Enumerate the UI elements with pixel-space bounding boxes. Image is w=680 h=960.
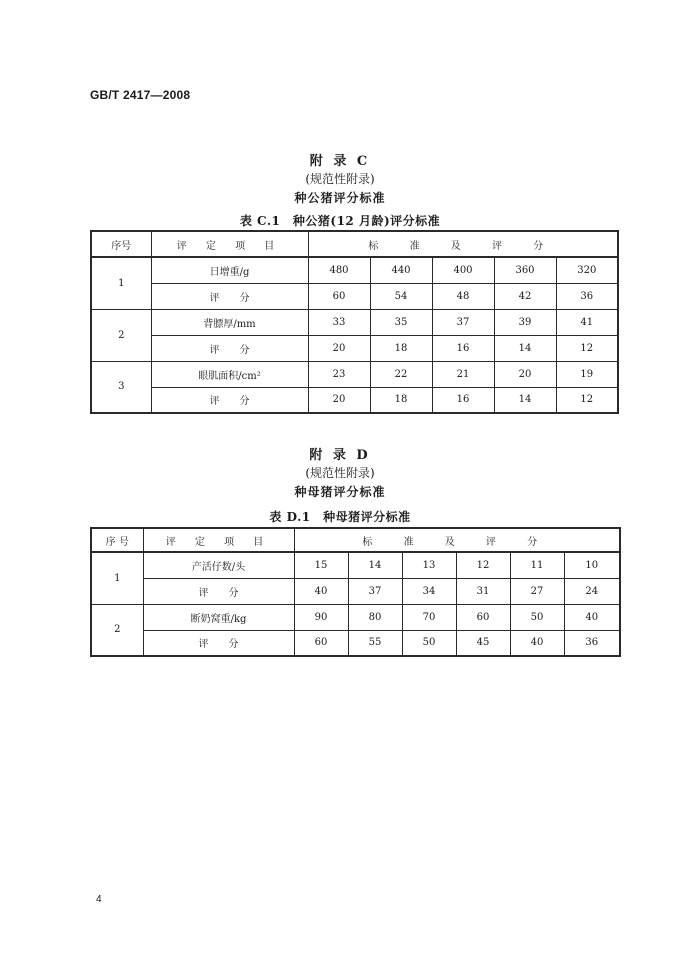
- standard-cell: 40: [564, 604, 620, 630]
- header-standard: 标 准 及 评 分: [294, 528, 620, 552]
- table-c1-caption: 表 C.1 种公猪(12 月龄)评分标准: [239, 214, 441, 228]
- score-cell: 16: [432, 387, 494, 413]
- score-label: 评 分: [143, 630, 294, 656]
- score-cell: 16: [432, 335, 494, 361]
- score-cell: 34: [402, 578, 456, 604]
- score-cell: 60: [308, 283, 370, 309]
- row-item: 日增重/g: [151, 257, 308, 283]
- standard-cell: 39: [494, 309, 556, 335]
- score-cell: 27: [510, 578, 564, 604]
- appendix-d-name: 种母猪评分标准: [294, 485, 386, 499]
- standard-cell: 21: [432, 361, 494, 387]
- standard-cell: 440: [370, 257, 432, 283]
- score-cell: 14: [494, 387, 556, 413]
- appendix-d-title: 附 录 D: [309, 448, 371, 463]
- standard-cell: 35: [370, 309, 432, 335]
- standard-cell: 12: [456, 552, 510, 578]
- table-row: [91, 552, 620, 578]
- standard-cell: 50: [510, 604, 564, 630]
- score-cell: 40: [510, 630, 564, 656]
- table-row: [91, 387, 618, 413]
- standard-cell: 22: [370, 361, 432, 387]
- table-header-row: [91, 528, 620, 552]
- row-seq: 2: [91, 604, 143, 656]
- header-item: 评 定 项 目: [143, 528, 294, 552]
- appendix-c-title: 附 录 C: [309, 154, 371, 169]
- standard-cell: 14: [348, 552, 402, 578]
- score-label: 评 分: [151, 283, 308, 309]
- table-d1-caption: 表 D.1 种母猪评分标准: [269, 510, 411, 524]
- table-row: [91, 309, 618, 335]
- standard-cell: 400: [432, 257, 494, 283]
- table-row: [91, 361, 618, 387]
- score-cell: 31: [456, 578, 510, 604]
- score-cell: 18: [370, 335, 432, 361]
- score-label: 评 分: [151, 335, 308, 361]
- standard-cell: 33: [308, 309, 370, 335]
- row-item: 眼肌面积/cm²: [151, 361, 308, 387]
- standard-cell: 13: [402, 552, 456, 578]
- score-cell: 36: [564, 630, 620, 656]
- score-cell: 20: [308, 335, 370, 361]
- score-cell: 40: [294, 578, 348, 604]
- standard-cell: 37: [432, 309, 494, 335]
- standard-cell: 90: [294, 604, 348, 630]
- standard-cell: 480: [308, 257, 370, 283]
- header-seq: 序 号: [91, 528, 143, 552]
- standard-code: GB/T 2417—2008: [90, 88, 191, 102]
- standard-cell: 23: [308, 361, 370, 387]
- score-cell: 60: [294, 630, 348, 656]
- score-cell: 14: [494, 335, 556, 361]
- table-row: [91, 604, 620, 630]
- standard-cell: 10: [564, 552, 620, 578]
- row-item: 产活仔数/头: [143, 552, 294, 578]
- appendix-c-subtitle: (规范性附录): [305, 172, 375, 186]
- table-row: [91, 257, 618, 283]
- score-label: 评 分: [143, 578, 294, 604]
- score-cell: 48: [432, 283, 494, 309]
- standard-cell: 60: [456, 604, 510, 630]
- standard-cell: 15: [294, 552, 348, 578]
- table-c1: [90, 230, 619, 414]
- score-cell: 55: [348, 630, 402, 656]
- score-label: 评 分: [151, 387, 308, 413]
- standard-cell: 320: [556, 257, 618, 283]
- row-seq: 1: [91, 552, 143, 604]
- score-cell: 18: [370, 387, 432, 413]
- row-seq: 2: [91, 309, 151, 361]
- standard-cell: 20: [494, 361, 556, 387]
- appendix-c-name: 种公猪评分标准: [294, 191, 386, 205]
- table-row: [91, 630, 620, 656]
- standard-cell: 41: [556, 309, 618, 335]
- row-item: 背膘厚/mm: [151, 309, 308, 335]
- score-cell: 45: [456, 630, 510, 656]
- score-cell: 36: [556, 283, 618, 309]
- score-cell: 24: [564, 578, 620, 604]
- score-cell: 54: [370, 283, 432, 309]
- table-row: [91, 578, 620, 604]
- table-header-row: [91, 231, 618, 257]
- table-row: [91, 335, 618, 361]
- standard-cell: 11: [510, 552, 564, 578]
- table-d1: [90, 527, 621, 657]
- header-standard: 标 准 及 评 分: [308, 231, 618, 257]
- page-number: 4: [96, 894, 102, 905]
- score-cell: 12: [556, 335, 618, 361]
- score-cell: 12: [556, 387, 618, 413]
- score-cell: 50: [402, 630, 456, 656]
- score-cell: 37: [348, 578, 402, 604]
- table-row: [91, 283, 618, 309]
- row-item: 断奶窝重/kg: [143, 604, 294, 630]
- appendix-d-subtitle: (规范性附录): [305, 466, 375, 480]
- row-seq: 3: [91, 361, 151, 413]
- standard-cell: 70: [402, 604, 456, 630]
- score-cell: 20: [308, 387, 370, 413]
- header-seq: 序号: [91, 231, 151, 257]
- row-seq: 1: [91, 257, 151, 309]
- standard-cell: 80: [348, 604, 402, 630]
- standard-cell: 360: [494, 257, 556, 283]
- score-cell: 42: [494, 283, 556, 309]
- standard-cell: 19: [556, 361, 618, 387]
- header-item: 评 定 项 目: [151, 231, 308, 257]
